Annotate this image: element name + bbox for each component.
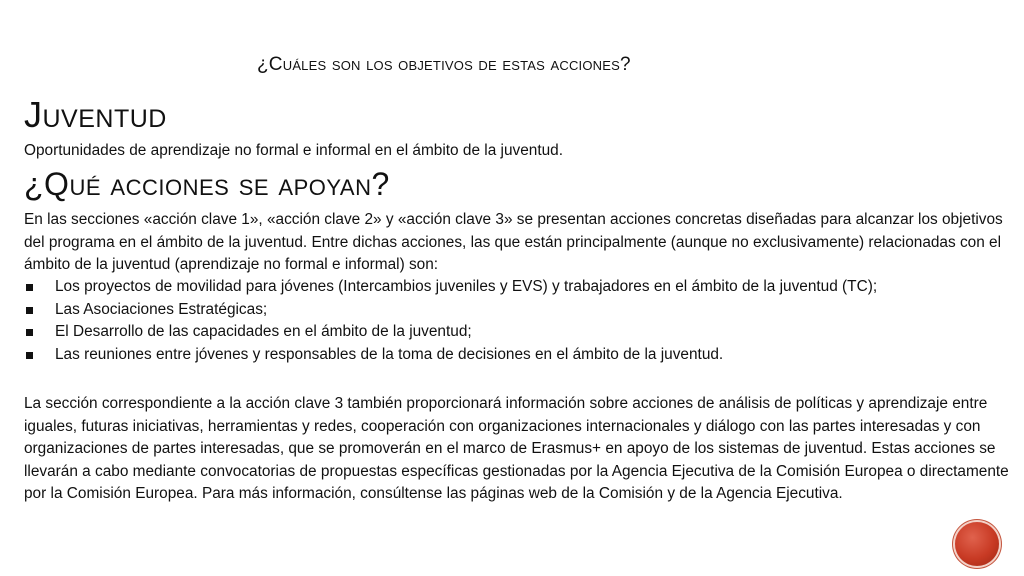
square-bullet-icon bbox=[26, 284, 33, 291]
square-bullet-icon bbox=[26, 352, 33, 359]
list-item bbox=[24, 299, 1009, 322]
juventud-subtitle: Oportunidades de aprendizaje no formal e informal en el ámbito de la juventud. bbox=[24, 142, 564, 159]
slide-nav-circle-icon[interactable] bbox=[955, 522, 999, 566]
acciones-intro-paragraph: En las secciones «acción clave 1», «acción clave 2» y «acción clave 3» se presentan acciones concretas diseñadas para alcanzar los objetivos del programa en el ámbito de la juventud. Entre dichas acciones, las que están principalmente (aunque no exclusivamente) relacionadas con el ámbito de la juventud (aprendizaje no formal e informal) son: bbox=[24, 211, 1003, 273]
list-item-text: Las reuniones entre jóvenes y responsables de la toma de decisiones en el ámbito de la juventud. bbox=[55, 345, 724, 363]
list-item bbox=[24, 344, 1009, 367]
list-item-text: El Desarrollo de las capacidades en el ámbito de la juventud; bbox=[55, 323, 472, 340]
square-bullet-icon bbox=[26, 329, 33, 336]
list-item-text: Las Asociaciones Estratégicas; bbox=[55, 300, 268, 318]
slide-heading: ¿Cuáles son los objetivos de estas acciones? bbox=[257, 54, 631, 75]
section-title-juventud: Juventud bbox=[24, 94, 167, 135]
square-bullet-icon bbox=[26, 307, 33, 314]
list-item bbox=[24, 321, 1009, 344]
list-item bbox=[24, 276, 1009, 299]
acciones-bullet-list bbox=[24, 276, 1009, 366]
acciones-closing-paragraph: La sección correspondiente a la acción clave 3 también proporcionará información sobre acciones de análisis de políticas y aprendizaje entre iguales, futuras iniciativas, herramientas y redes, cooperación con organizaciones internacionales y diálogo con las partes interesadas y con organizaciones de partes interesadas, que se promoverán en el marco de Erasmus+ en apoyo de los sistemas de juventud. Estas acciones se llevarán a cabo mediante convocatorias de propuestas específicas gestionadas por la Agencia Ejecutiva de la Comisión Europea o directamente por la Comisión Europea. Para más información, consúltense las páginas web de la Comisión y de la Agencia Ejecutiva. bbox=[24, 395, 1009, 502]
section-title-acciones: ¿Qué acciones se apoyan? bbox=[24, 166, 390, 202]
list-item-text: Los proyectos de movilidad para jóvenes (Intercambios juveniles y EVS) y trabajadores en el ámbito de la juventud (TC); bbox=[55, 278, 878, 295]
